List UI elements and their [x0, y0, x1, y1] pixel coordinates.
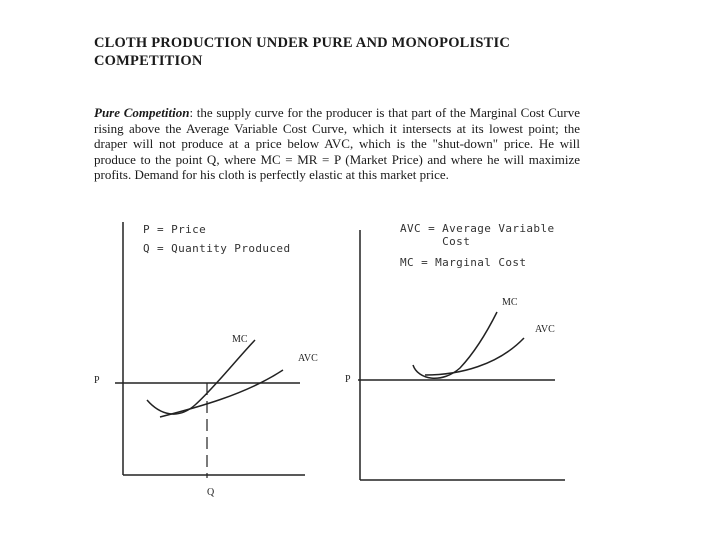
right-graph-mc-curve [413, 312, 497, 378]
left-p-label: P [94, 375, 100, 386]
left-graph-mc-curve [147, 340, 255, 414]
legend-avc-line2: Cost [400, 235, 471, 248]
left-q-label: Q [207, 487, 215, 498]
right-mc-label: MC [502, 297, 518, 308]
legend-mc: MC = Marginal Cost [400, 256, 527, 269]
paragraph-body: : the supply curve for the producer is that part of the Marginal Cost Curve rising above the Average Variable Cost Curve, which it intersects at its lowest point; the draper will not produce at a price below AVC, which is the "shut-down" price. He will produce to the point Q, where MC = MR = P (Market Price) and where he will maximize profits. Demand for his cloth is perfectly elastic at this market price. [94, 105, 581, 183]
legend-price: P = Price [143, 223, 207, 236]
left-graph [115, 222, 305, 478]
left-avc-label: AVC [298, 353, 318, 364]
paragraph-lead: Pure Competition [94, 105, 190, 120]
legend-avc-line1: AVC = Average Variable [400, 222, 555, 235]
right-p-label: P [345, 374, 351, 385]
right-avc-label: AVC [535, 324, 555, 335]
legend-quantity: Q = Quantity Produced [143, 242, 291, 255]
left-mc-label: MC [232, 334, 248, 345]
right-graph-avc-curve [425, 338, 524, 375]
document-title: CLOTH PRODUCTION UNDER PURE AND MONOPOLISTIC COMPETITION [94, 35, 511, 69]
